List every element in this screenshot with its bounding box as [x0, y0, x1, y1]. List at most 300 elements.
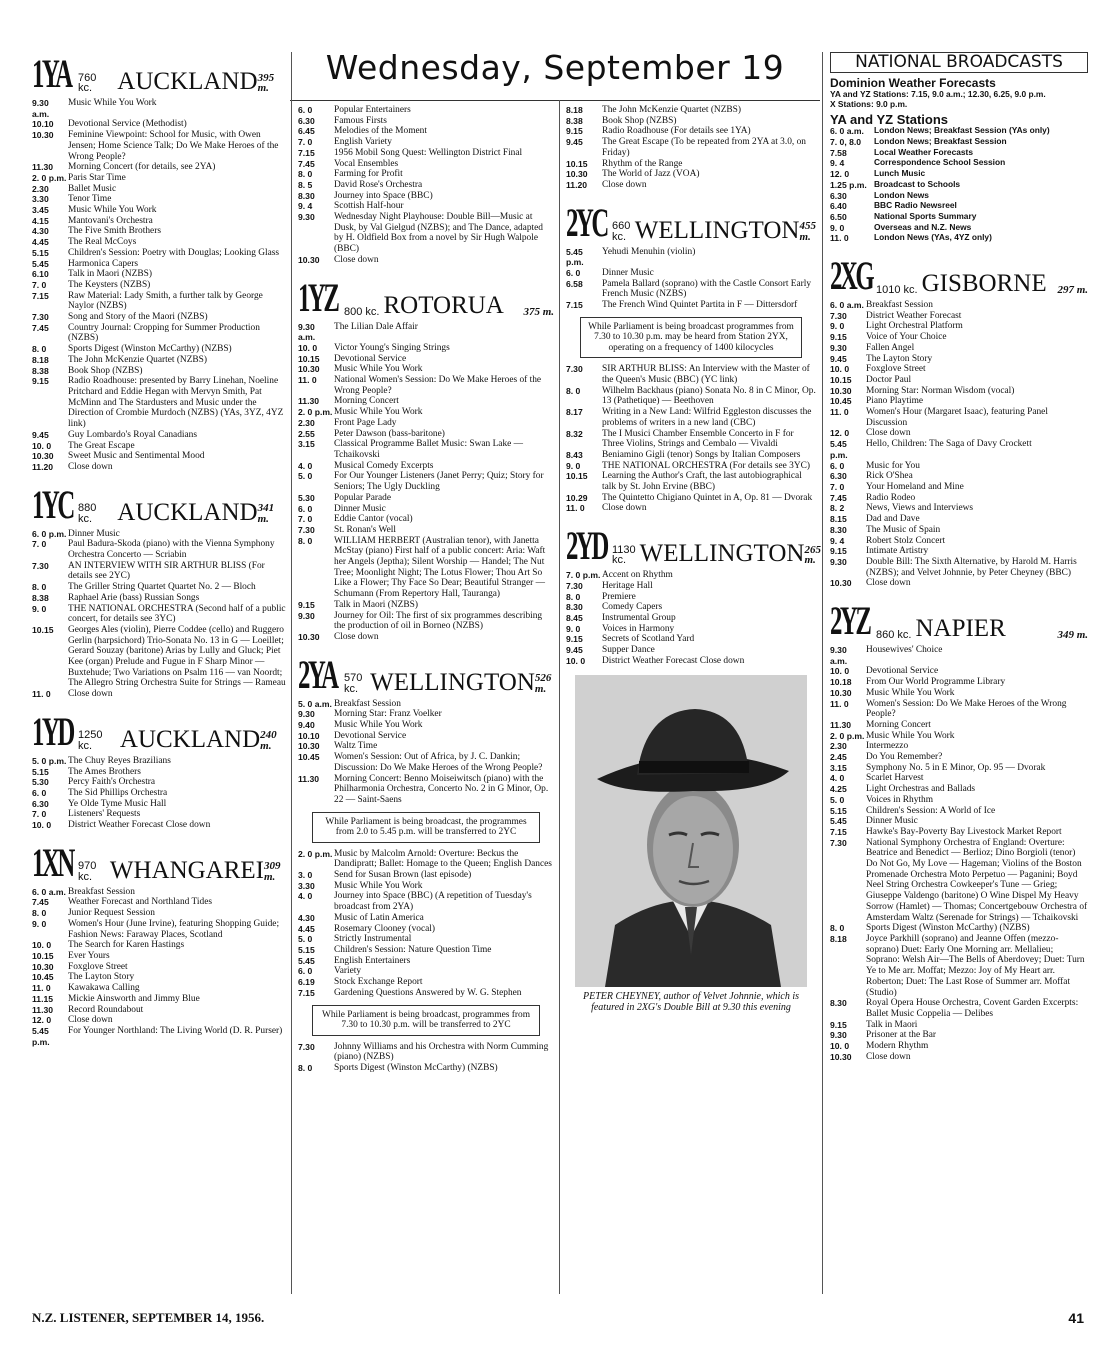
station-call: 2YD: [566, 523, 607, 569]
programme-time: 8.38: [566, 115, 583, 126]
programme-title: Robert Stolz Concert: [866, 535, 946, 546]
programme-time: 7. 0: [32, 279, 47, 290]
programme-title: Women's Session: Out of Africa, by J. C. Dankin; Discussion: Do We Make Heroes of the Wrong People?: [334, 752, 543, 773]
programme-time: 10.15: [298, 353, 320, 364]
programme-entry: [830, 191, 1088, 202]
programme-time: 8.38: [32, 365, 49, 376]
programme-entry: [566, 634, 816, 645]
parliament-notice: While Parliament is being broadcast, the programmes from 2.0 to 5.45 p.m. will be transferred to 2YC: [312, 812, 540, 843]
programme-title: Housewives' Choice: [866, 645, 943, 656]
programme-title: Ye Olde Tyme Music Hall: [68, 798, 167, 809]
programme-title: Light Orchestras and Ballads: [866, 784, 976, 795]
programme-time: 8.18: [32, 354, 49, 365]
station-call: 1YC: [32, 481, 73, 527]
programme-title: Music of Latin America: [334, 912, 424, 923]
programme-title: Music While You Work: [334, 364, 423, 375]
station-frequency: 760 kc.: [78, 71, 97, 95]
programme-entry: [298, 159, 554, 170]
programme-title: Close down: [68, 689, 113, 700]
schedule-1xn: [32, 887, 288, 1048]
station-wavelength: 455 m.: [799, 220, 816, 243]
programme-time: 9.15: [830, 546, 847, 557]
station-call: 1YD: [32, 708, 73, 754]
schedule-2ya-evening: [298, 1042, 554, 1074]
programme-entry: [566, 180, 816, 191]
programme-entry: [32, 237, 288, 248]
programme-time: 8. 0: [566, 385, 581, 396]
programme-title: THE NATIONAL ORCHESTRA (Second half of a public concert, for details see 3YC): [68, 603, 286, 625]
programme-time: 9.30: [298, 212, 315, 223]
programme-entry: [830, 546, 1088, 557]
programme-entry: [298, 116, 554, 127]
programme-time: 7.30: [298, 524, 315, 535]
programme-title: Close down: [602, 503, 647, 514]
programme-time: 11.30: [298, 396, 320, 407]
programme-time: 9.15: [830, 332, 847, 343]
programme-entry: [298, 375, 554, 396]
programme-title: Learning the Author's Craft, the last autobiographical talk by St. John Ervine (BBC): [602, 471, 802, 493]
programme-title: Music for You: [866, 460, 920, 471]
programme-entry: [566, 581, 816, 592]
programme-title: Fallen Angel: [866, 342, 915, 353]
programme-time: 6. 0: [298, 966, 313, 977]
programme-entry: [32, 194, 288, 205]
programme-title: Journey into Space (BBC): [334, 190, 433, 201]
programme-entry: [32, 908, 288, 919]
programme-entry: [32, 887, 288, 898]
programme-title: Weather Forecast and Northland Tides: [68, 897, 213, 908]
programme-time: 8.32: [566, 428, 583, 439]
programme-entry: [32, 1005, 288, 1016]
programme-entry: [830, 934, 1088, 998]
programme-entry: [298, 201, 554, 212]
programme-title: Raw Material: Lady Smith, a further talk by George Naylor (NZBS): [68, 290, 263, 312]
station-name: AUCKLAND: [119, 725, 261, 753]
station-wavelength: 240 m.: [260, 729, 277, 753]
station-frequency: 1010 kc.: [876, 284, 918, 297]
programme-title: Pamela Ballard (soprano) with the Castle Consort Early French Music (NZBS): [602, 278, 812, 300]
programme-entry: [830, 1052, 1088, 1063]
programme-title: The Search for Karen Hastings: [68, 940, 185, 951]
programme-title: The Griller String Quartet Quartet No. 2 — Bloch: [68, 582, 256, 593]
station-header-1yz: [298, 276, 554, 318]
programme-time: 10.15: [566, 158, 588, 169]
programme-time: 11.30: [32, 162, 54, 173]
column-divider: [291, 52, 292, 1294]
station-frequency: 860 kc.: [876, 629, 912, 642]
programme-time: 7.45: [32, 322, 49, 333]
programme-title: Prisoner at the Bar: [866, 1030, 937, 1041]
programme-time: 2. 0 p.m.: [298, 407, 333, 418]
programme-title: The Keysters (NZBS): [68, 279, 151, 290]
programme-title: Women's Hour (Margaret Isaac), featuring Panel Discussion: [866, 407, 1048, 428]
schedule-2yc: [566, 247, 816, 311]
programme-title: Supper Dance: [602, 645, 655, 656]
programme-time: 9.45: [566, 137, 583, 148]
programme-title: WILLIAM HERBERT (Australian tenor), with Janetta McStay (piano) First half of a public concert: Aria: Waft her Angels (Jeptha); Silent Worship — Handel; The Nut Tree; Moonlight Night; The Lotus Flower; Thou Art So Like a Flower; Thy Face So Dear; Beautiful Stranger — Schumann (From Repertory Hall, Tauranga): [334, 535, 546, 600]
programme-entry: [32, 98, 288, 119]
station-frequency: 1250 kc.: [78, 729, 103, 753]
programme-time: 7.58: [830, 147, 847, 158]
programme-time: 4. 0: [830, 773, 845, 784]
programme-title: THE NATIONAL ORCHESTRA (For details see 3YC): [602, 460, 810, 471]
programme-time: 8.18: [566, 105, 583, 115]
programme-time: 6.30: [298, 115, 315, 126]
programme-time: 8.30: [566, 602, 583, 613]
programme-title: The Layton Story: [866, 353, 933, 364]
programme-title: Waltz Time: [334, 741, 378, 752]
programme-time: 12. 0: [830, 169, 850, 180]
programme-entry: [32, 972, 288, 983]
programme-time: 9. 0: [830, 321, 845, 332]
programme-time: 6.30: [32, 798, 49, 809]
programme-title: The Music of Spain: [866, 524, 941, 535]
programme-title: Scottish Half-hour: [334, 201, 404, 212]
programme-time: 6.10: [32, 269, 49, 280]
programme-title: Book Shop (NZBS): [68, 365, 143, 376]
programme-title: SIR ARTHUR BLISS: An Interview with the Master of the Queen's Music (BBC) (YC link): [602, 364, 810, 386]
station-name: WELLINGTON: [634, 216, 800, 244]
programme-title: Correspondence School Session: [874, 157, 1006, 168]
programme-title: Vocal Ensembles: [334, 158, 399, 169]
programme-title: Devotional Service: [334, 353, 407, 364]
programme-time: 5.30: [298, 492, 315, 503]
programme-entry: [298, 924, 554, 935]
programme-time: 8. 2: [830, 503, 845, 514]
programme-time: 7.15: [566, 300, 583, 311]
programme-time: 9.40: [298, 720, 315, 731]
programme-entry: [298, 418, 554, 429]
programme-entry: [298, 429, 554, 440]
schedule-1yd: [32, 756, 288, 831]
programme-title: Morning Concert: [866, 719, 931, 730]
programme-title: News, Views and Interviews: [866, 503, 974, 514]
programme-title: Morning Star: Norman Wisdom (vocal): [866, 385, 1015, 396]
programme-entry: [298, 600, 554, 611]
programme-entry: [32, 604, 288, 625]
programme-title: Yehudi Menuhin (violin): [602, 246, 696, 257]
programme-time: 8.17: [566, 407, 583, 418]
programme-time: 5. 0 a.m.: [298, 698, 332, 709]
programme-title: Journey into Space (BBC) (A repetition of Tuesday's broadcast from 2YA): [334, 891, 532, 913]
programme-title: The Chuy Reyes Brazilians: [68, 755, 171, 766]
programme-time: 5.15: [32, 247, 49, 258]
programme-title: Paul Badura-Skoda (piano) with the Vienna Symphony Orchestra Concerto — Scriabin: [68, 539, 275, 561]
programme-title: Close down: [866, 428, 911, 439]
programme-title: National Sports Summary: [874, 210, 977, 221]
programme-time: 2.30: [32, 183, 49, 194]
programme-time: 9.30 a.m.: [830, 645, 848, 666]
programme-title: Scarlet Harvest: [866, 773, 924, 784]
schedule-1ya-continued: [298, 105, 554, 266]
programme-time: 2.55: [298, 428, 315, 439]
programme-title: Farming for Profit: [334, 169, 403, 180]
programme-entry: [830, 998, 1088, 1019]
programme-entry: [298, 709, 554, 720]
programme-entry: [32, 689, 288, 700]
programme-title: Comedy Capers: [602, 602, 663, 613]
schedule-2ya-afternoon: [298, 849, 554, 999]
programme-title: Local Weather Forecasts: [874, 146, 973, 157]
programme-entry: [32, 344, 288, 355]
programme-title: Writing in a New Land: Wilfrid Eggleston discusses the problems of writers in a new land (CBC): [602, 407, 812, 428]
programme-entry: [32, 561, 288, 582]
programme-time: 6. 0 a.m.: [32, 886, 66, 897]
programme-entry: [298, 191, 554, 202]
programme-title: Royal Opera House Orchestra, Covent Garden Excerpts: Ballet Music Coppelia — Delibes: [866, 998, 1079, 1019]
programme-title: AN INTERVIEW WITH SIR ARTHUR BLISS (For details see 2YC): [68, 560, 265, 582]
programme-time: 2.45: [830, 752, 847, 763]
programme-time: 7.30: [32, 560, 49, 571]
programme-entry: [566, 279, 816, 300]
programme-time: 9.30: [830, 1030, 847, 1041]
programme-entry: [298, 212, 554, 255]
programme-time: 11.20: [566, 179, 588, 190]
station-call: 1YA: [32, 51, 71, 96]
programme-title: Do You Remember?: [866, 752, 943, 763]
programme-title: The Layton Story: [68, 972, 135, 983]
programme-title: Dinner Music: [68, 528, 120, 539]
weather-x-stations: X Stations: 9.0 p.m.: [830, 98, 908, 109]
programme-entry: [32, 184, 288, 195]
programme-time: 7.45: [298, 158, 315, 169]
programme-entry: [32, 777, 288, 788]
programme-entry: [566, 268, 816, 279]
programme-entry: [830, 578, 1088, 589]
programme-time: 3.30: [298, 880, 315, 891]
programme-time: 9. 0: [32, 603, 47, 614]
programme-title: Heritage Hall: [602, 580, 653, 591]
programme-entry: [298, 514, 554, 525]
programme-time: 10.30: [32, 130, 54, 141]
programme-entry: [298, 504, 554, 515]
programme-entry: [830, 525, 1088, 536]
programme-title: Sweet Music and Sentimental Mood: [68, 451, 205, 462]
page-footer: [32, 1310, 1084, 1326]
programme-title: District Weather Forecast Close down: [68, 820, 211, 831]
schedule-2ya: [298, 699, 554, 806]
programme-time: 5. 0 p.m.: [32, 755, 67, 766]
programme-entry: [32, 767, 288, 778]
programme-time: 9.15: [32, 376, 49, 387]
programme-time: 11.30: [830, 719, 852, 730]
programme-title: Morning Concert: Benno Moiseiwitsch (piano) with the Philharmonia Orchestra, Concerto No. 2 in G Minor, Op. 22 — Saint-Saens: [334, 773, 549, 805]
programme-title: Strictly Instrumental: [334, 934, 412, 945]
programme-time: 10.30: [32, 961, 54, 972]
programme-time: 10. 0: [830, 666, 850, 677]
programme-title: Wilhelm Backhaus (piano) Sonata No. 8 in C Minor, Op. 13 (Pathetique) — Beethoven: [602, 385, 816, 407]
programme-entry: [566, 105, 816, 116]
programme-entry: [830, 741, 1088, 752]
programme-time: 11. 0: [830, 407, 849, 418]
programme-entry: [830, 407, 1088, 428]
programme-entry: [298, 699, 554, 710]
programme-title: Sports Digest (Winston McCarthy) (NZBS): [334, 1062, 498, 1073]
programme-entry: [32, 756, 288, 767]
programme-time: 7.30: [830, 837, 847, 848]
programme-time: 9.30: [298, 610, 315, 621]
programme-title: Intimate Artistry: [866, 546, 929, 557]
programme-time: 10.15: [830, 374, 852, 385]
programme-time: 4.30: [32, 226, 49, 237]
programme-time: 9.30 a.m.: [32, 98, 50, 119]
station-wavelength: 395 m.: [257, 71, 275, 95]
programme-title: Wednesday Night Playhouse: Double Bill—Music at Dusk, by Val Gielgud (NZBS); and The Dance, adapted by H. Oldfield Box from a novel by Sir Hugh Walpole (BBC): [334, 212, 543, 255]
programme-time: 8.30: [298, 190, 315, 201]
programme-entry: [566, 503, 816, 514]
programme-time: 10.45: [830, 396, 852, 407]
programme-title: BBC Radio Newsreel: [874, 200, 957, 211]
programme-time: 8.38: [32, 592, 49, 603]
publication-line: N.Z. LISTENER, SEPTEMBER 14, 1956.: [32, 1310, 265, 1325]
programme-time: 7.15: [298, 987, 315, 998]
programme-title: Georges Ales (violin), Pierre Coddee (cello) and Ruggero Gerlin (harpsichord) Trio-Sonata No. 13 in G — Loeillet; Gerard Souzay (baritone) Arias by Lully and Gluck; Piet Kee (organ) Prelude and Fugue in F Sharp Minor — Buxtehude; Two Variations on Psalm 116 — van Noordt; The Allegro String Orchestra Suite for Strings — Rameau: [68, 624, 286, 689]
programme-entry: [830, 439, 1088, 460]
programme-time: 3. 0: [298, 870, 313, 881]
column-4: [830, 52, 1088, 1062]
station-call: 2YA: [298, 651, 337, 697]
station-name: AUCKLAND: [117, 68, 258, 95]
programme-entry: [298, 180, 554, 191]
programme-time: 6.30: [830, 471, 847, 482]
programme-time: 9.15: [566, 634, 583, 645]
programme-entry: [298, 126, 554, 137]
programme-time: 5.45: [298, 955, 315, 966]
programme-entry: [298, 364, 554, 375]
programme-entry: [298, 752, 554, 773]
programme-entry: [298, 525, 554, 536]
programme-title: Variety: [334, 966, 362, 977]
station-wavelength: 375 m.: [523, 305, 554, 318]
programme-entry: [830, 180, 1088, 191]
station-name: ROTORUA: [383, 291, 504, 319]
programme-title: Popular Entertainers: [334, 105, 411, 115]
programme-entry: [298, 632, 554, 643]
programme-entry: [298, 169, 554, 180]
station-frequency: 570 kc.: [344, 672, 363, 695]
programme-time: 4.25: [830, 784, 847, 795]
programme-entry: [298, 439, 554, 460]
programme-title: Women's Hour (June Irvine), featuring Shopping Guide; Fashion News: Faraway Places, Scotland: [68, 918, 280, 940]
programme-title: Morning Concert: [334, 396, 399, 407]
programme-time: 10. 0: [32, 440, 52, 451]
programme-entry: [32, 248, 288, 259]
programme-time: 10.30: [566, 169, 588, 180]
station-wavelength: 341 m.: [257, 502, 275, 525]
station-name: WELLINGTON: [370, 668, 535, 696]
programme-entry: [32, 259, 288, 270]
programme-time: 7.45: [830, 492, 847, 503]
programme-entry: [32, 216, 288, 227]
programme-time: 9. 0: [32, 918, 47, 929]
programme-entry: [566, 645, 816, 656]
programme-title: The Quintetto Chigiano Quintet in A, Op. 81 — Dvorak: [602, 492, 813, 503]
programme-title: Overseas and N.Z. News: [874, 221, 972, 232]
programme-entry: [298, 255, 554, 266]
programme-title: Close down: [68, 1015, 113, 1026]
programme-time: 10.30: [298, 254, 320, 265]
programme-time: 7.30: [298, 1041, 315, 1052]
programme-entry: [830, 645, 1088, 666]
programme-title: For Our Younger Listeners (Janet Perry; Quiz; Story for Seniors; The Ugly Duckling: [334, 471, 544, 493]
programme-time: 4.15: [32, 215, 49, 226]
programme-time: 5.30: [32, 777, 49, 788]
programme-time: 6. 0: [298, 503, 313, 514]
programme-entry: [32, 312, 288, 323]
programme-entry: [566, 126, 816, 137]
programme-title: Rick O'Shea: [866, 471, 913, 482]
programme-title: Music While You Work: [334, 407, 423, 418]
programme-entry: [830, 332, 1088, 343]
programme-time: 9. 0: [830, 222, 845, 233]
programme-entry: [32, 376, 288, 430]
programme-time: 11.30: [32, 1004, 54, 1015]
programme-entry: [32, 130, 288, 162]
programme-time: 4. 0: [298, 891, 313, 902]
programme-entry: [566, 116, 816, 127]
programme-title: Junior Request Session: [68, 908, 155, 919]
programme-title: Percy Faith's Orchestra: [68, 777, 156, 788]
programme-entry: [32, 280, 288, 291]
programme-time: 6. 0 a.m.: [830, 300, 864, 311]
programme-title: The Five Smith Brothers: [68, 226, 161, 237]
column-divider: [559, 100, 560, 1294]
programme-title: Dad and Dave: [866, 514, 920, 525]
station-call: 2YZ: [830, 598, 870, 644]
station-header-1yc: [32, 483, 288, 525]
programme-time: 2.30: [298, 417, 315, 428]
programme-entry: [830, 471, 1088, 482]
programme-time: 5. 0: [298, 471, 313, 482]
programme-time: 8. 0: [298, 1062, 313, 1073]
programme-entry: [830, 375, 1088, 386]
programme-entry: [32, 205, 288, 216]
programme-time: 11.30: [298, 773, 320, 784]
programme-title: London News; Breakfast Session: [874, 136, 1007, 146]
programme-title: Rhythm of the Range: [602, 158, 683, 169]
programme-title: English Variety: [334, 137, 392, 148]
programme-title: The Great Escape: [68, 440, 135, 451]
programme-entry: [298, 148, 554, 159]
programme-entry: [298, 396, 554, 407]
programme-entry: [830, 233, 1088, 244]
programme-entry: [298, 407, 554, 418]
programme-title: District Weather Forecast Close down: [602, 655, 745, 666]
schedule-national: [830, 126, 1088, 244]
programme-title: Record Roundabout: [68, 1004, 144, 1015]
programme-title: Breakfast Session: [334, 698, 401, 709]
programme-title: Devotional Service (Methodist): [68, 119, 187, 130]
programme-time: 6. 0 a.m.: [830, 126, 864, 137]
programme-time: 8. 0: [298, 535, 313, 546]
programme-title: Johnny Williams and his Orchestra with Norm Cumming (piano) (NZBS): [334, 1041, 549, 1063]
programme-title: Piano Playtime: [866, 396, 924, 407]
programme-entry: [32, 962, 288, 973]
programme-time: 8.18: [830, 934, 847, 944]
programme-time: 2. 0 p.m.: [32, 172, 67, 183]
programme-title: Popular Parade: [334, 492, 392, 503]
programme-title: Gardening Questions Answered by W. G. Stephen: [334, 987, 522, 998]
programme-entry: [830, 354, 1088, 365]
programme-entry: [298, 354, 554, 365]
programme-entry: [830, 536, 1088, 547]
programme-title: Close down: [334, 631, 379, 642]
portrait-illustration: [575, 675, 807, 987]
programme-time: 8. 0: [830, 923, 845, 934]
programme-time: 6. 0: [566, 268, 581, 279]
programme-title: Hello, Children: The Saga of Davy Crockett: [866, 439, 1032, 450]
programme-title: Stock Exchange Report: [334, 977, 423, 988]
